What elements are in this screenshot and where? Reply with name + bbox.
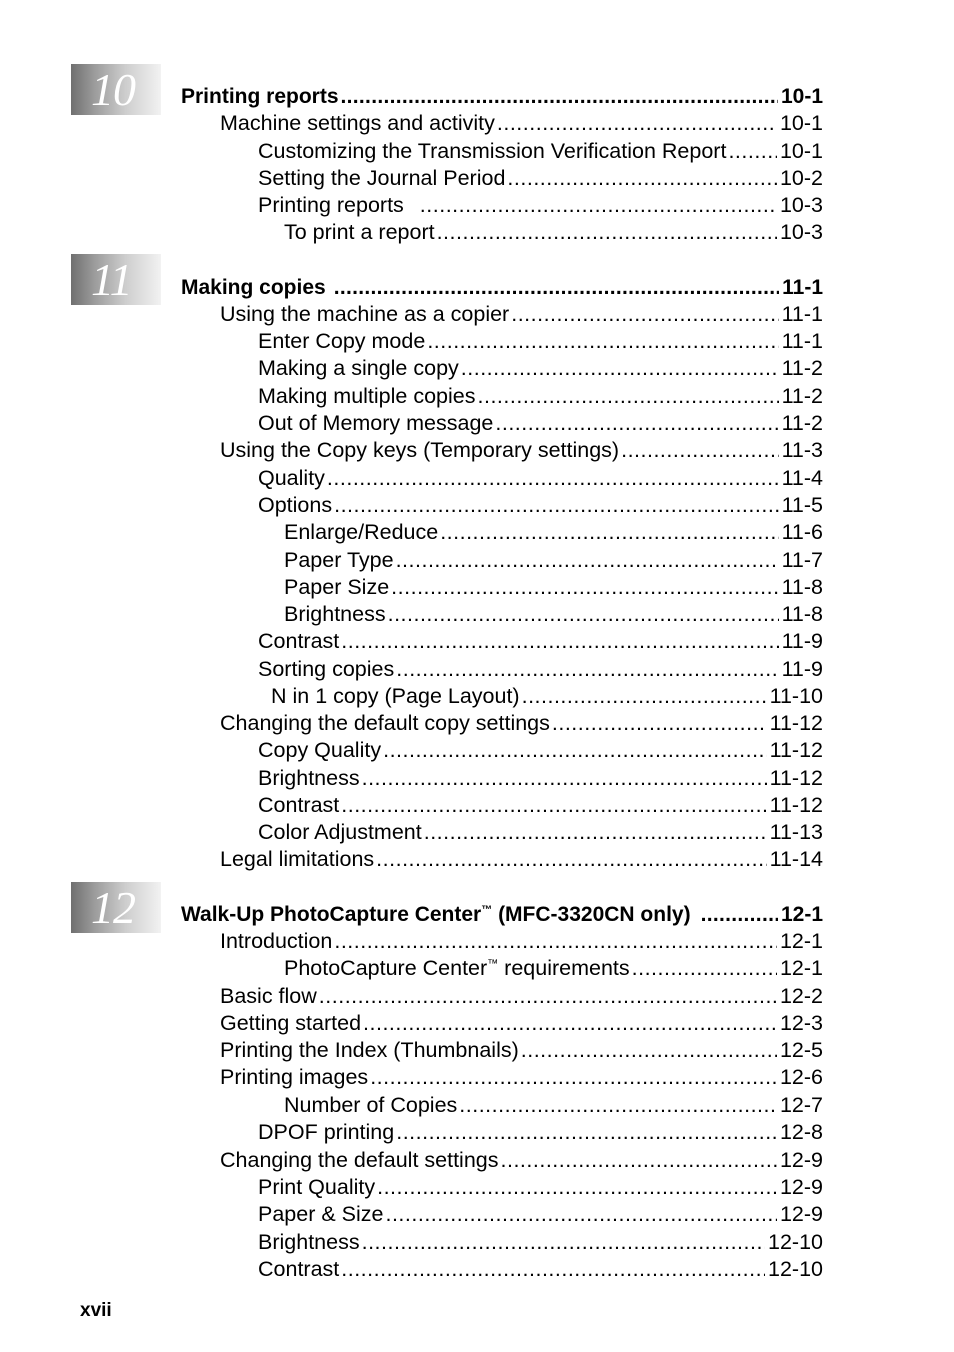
dot-leader — [377, 1174, 777, 1201]
toc-page: 11-7 — [781, 548, 823, 572]
toc-title: Copy Quality — [258, 738, 382, 762]
title-suffix: (MFC-3320CN only) — [492, 903, 691, 926]
toc-entry[interactable] — [220, 928, 823, 955]
toc-entry[interactable] — [258, 492, 823, 519]
dot-leader — [341, 792, 766, 819]
dot-leader — [437, 219, 777, 246]
chapter-tab-11 — [71, 254, 161, 305]
toc-entry[interactable] — [258, 410, 823, 437]
toc-page: 12-3 — [779, 1011, 823, 1035]
toc-entry[interactable] — [258, 328, 823, 355]
toc-title: To print a report — [284, 220, 435, 244]
dot-leader — [383, 737, 767, 764]
toc-page: 10-1 — [780, 85, 823, 108]
toc-entry[interactable] — [220, 983, 823, 1010]
dot-leader — [521, 1037, 777, 1064]
toc-page: 12-8 — [779, 1120, 823, 1144]
dot-leader — [327, 465, 779, 492]
dot-leader — [728, 138, 777, 165]
toc-page: 11-2 — [781, 384, 823, 408]
toc-page: 11-13 — [769, 820, 823, 844]
toc-title: Enlarge/Reduce — [284, 520, 439, 544]
dot-leader — [501, 1147, 777, 1174]
toc-chapter-heading[interactable] — [181, 901, 823, 928]
toc-entry[interactable] — [220, 1147, 823, 1174]
toc-page: 11-9 — [781, 657, 823, 681]
toc-entry[interactable] — [258, 355, 823, 382]
toc-entry[interactable] — [220, 710, 823, 737]
dot-leader — [495, 410, 778, 437]
toc-title: Contrast — [258, 629, 340, 653]
toc-page: 11-14 — [769, 847, 823, 871]
toc-page: 11-6 — [781, 520, 823, 544]
toc-chapter-heading[interactable] — [181, 83, 823, 110]
dot-leader — [334, 928, 777, 955]
toc-title: Number of Copies — [284, 1093, 458, 1117]
toc-entry[interactable] — [258, 819, 823, 846]
chapter-number: 12 — [91, 882, 135, 933]
dot-leader — [362, 1229, 765, 1256]
toc-chapter-heading[interactable] — [181, 274, 823, 301]
dot-leader — [341, 83, 778, 110]
dot-leader — [396, 656, 778, 683]
toc-entry[interactable] — [220, 1037, 823, 1064]
dot-leader — [388, 601, 779, 628]
toc-entry[interactable] — [258, 656, 823, 683]
toc-title: Making multiple copies — [258, 384, 476, 408]
toc-entry[interactable] — [258, 628, 823, 655]
toc-title: Print Quality — [258, 1175, 376, 1199]
toc-page: 12-1 — [779, 929, 823, 953]
toc-page: 11-8 — [781, 602, 823, 626]
toc-page: 12-1 — [779, 956, 823, 980]
toc-page: 10-2 — [779, 166, 823, 190]
toc-title: DPOF printing — [258, 1120, 395, 1144]
toc-title: Contrast — [258, 1257, 340, 1281]
toc-title: Contrast — [258, 793, 340, 817]
page-number: xvii — [80, 1300, 112, 1321]
toc-page: 12-9 — [779, 1175, 823, 1199]
toc-entry[interactable] — [220, 1010, 823, 1037]
toc-title: Using the Copy keys (Temporary settings) — [220, 438, 620, 462]
toc-entry[interactable] — [258, 1174, 823, 1201]
dot-leader — [420, 192, 777, 219]
toc-title: Using the machine as a copier — [220, 302, 510, 326]
toc-entry[interactable] — [284, 547, 823, 574]
title-text: PhotoCapture Center — [284, 956, 488, 980]
dot-leader — [396, 1119, 777, 1146]
toc-page: 10-1 — [779, 111, 823, 135]
toc-title: Printing reports — [181, 85, 339, 108]
toc-page: 12-7 — [779, 1093, 823, 1117]
chapter-number: 11 — [91, 254, 132, 305]
toc-page: 12-1 — [780, 903, 823, 926]
toc-entry[interactable] — [258, 383, 823, 410]
trademark-mark: ™ — [481, 904, 493, 916]
toc-page: 12-5 — [779, 1038, 823, 1062]
dot-leader — [391, 574, 778, 601]
toc-page: 10-1 — [779, 139, 823, 163]
toc-title — [284, 955, 630, 982]
toc-title: Color Adjustment — [258, 820, 422, 844]
toc-page: 11-1 — [781, 302, 823, 326]
toc-title: Paper Type — [284, 548, 394, 572]
dot-leader — [363, 1010, 777, 1037]
dot-leader — [396, 547, 779, 574]
toc-title: Printing images — [220, 1065, 369, 1089]
toc-title: Brightness — [284, 602, 386, 626]
toc-title: Brightness — [258, 766, 360, 790]
toc-entry[interactable] — [258, 465, 823, 492]
toc-entry[interactable] — [284, 574, 823, 601]
dot-leader — [370, 1064, 777, 1091]
toc-entry[interactable] — [284, 1092, 823, 1119]
dot-leader — [461, 355, 779, 382]
toc-title: Changing the default copy settings — [220, 711, 550, 735]
toc-title: Out of Memory message — [258, 411, 494, 435]
toc-entry[interactable] — [284, 955, 823, 982]
toc-entry[interactable] — [258, 1201, 823, 1228]
toc-title — [181, 901, 691, 928]
toc-title: Introduction — [220, 929, 333, 953]
dot-leader — [621, 437, 778, 464]
toc-title: Making a single copy — [258, 356, 459, 380]
dot-leader — [376, 846, 766, 873]
toc-page: 11-12 — [769, 711, 823, 735]
toc-page: 11-1 — [782, 276, 823, 299]
title-text: Walk-Up PhotoCapture Center — [181, 903, 482, 926]
toc-title: Customizing the Transmission Verification Report — [258, 139, 727, 163]
dot-leader — [334, 492, 778, 519]
toc-title: N in 1 copy (Page Layout) — [271, 684, 520, 708]
dot-leader — [341, 628, 778, 655]
toc-page: 11-1 — [781, 329, 823, 353]
dot-leader — [632, 955, 777, 982]
dot-leader — [334, 274, 779, 301]
toc-entry[interactable] — [258, 1119, 823, 1146]
chapter-tab-10 — [71, 64, 161, 115]
toc-title: Brightness — [258, 1230, 360, 1254]
chapter-number: 10 — [91, 64, 135, 115]
toc-page: 12-6 — [779, 1065, 823, 1089]
dot-leader — [507, 165, 777, 192]
toc-entry[interactable] — [258, 1229, 823, 1256]
toc-entry[interactable] — [220, 437, 823, 464]
dot-leader — [701, 901, 778, 928]
toc-page: 12-2 — [779, 984, 823, 1008]
toc-entry[interactable] — [271, 683, 823, 710]
toc-entry[interactable] — [258, 737, 823, 764]
toc-page: 11-9 — [781, 629, 823, 653]
dot-leader — [459, 1092, 777, 1119]
dot-leader — [497, 110, 777, 137]
toc-title: Basic flow — [220, 984, 317, 1008]
dot-leader — [319, 983, 777, 1010]
toc-page: 11-5 — [781, 493, 823, 517]
toc-page: 12-10 — [768, 1230, 823, 1254]
toc-title: Printing the Index (Thumbnails) — [220, 1038, 519, 1062]
dot-leader — [552, 710, 767, 737]
toc-title: Options — [258, 493, 333, 517]
toc-title: Quality — [258, 466, 325, 490]
toc-title: Getting started — [220, 1011, 362, 1035]
toc-entry[interactable] — [284, 601, 823, 628]
toc-page: 11-2 — [781, 411, 823, 435]
dot-leader — [362, 765, 767, 792]
toc-page: 11-12 — [769, 766, 823, 790]
toc-entry[interactable] — [258, 1256, 823, 1283]
toc-page: 11-8 — [781, 575, 823, 599]
toc-entry[interactable] — [220, 301, 823, 328]
dot-leader — [511, 301, 778, 328]
toc-title: Machine settings and activity — [220, 111, 495, 135]
toc-title: Paper Size — [284, 575, 390, 599]
toc-page: 10-3 — [779, 220, 823, 244]
toc-page: 11-10 — [769, 684, 823, 708]
title-suffix: requirements — [498, 956, 630, 980]
toc-page: 11-12 — [769, 793, 823, 817]
dot-leader — [478, 383, 779, 410]
toc-title: Changing the default settings — [220, 1148, 499, 1172]
trademark-mark: ™ — [487, 958, 499, 970]
dot-leader — [385, 1201, 776, 1228]
toc-entry[interactable] — [220, 110, 823, 137]
toc-page: 11-4 — [781, 466, 823, 490]
dot-leader — [440, 519, 778, 546]
toc-page: 11-2 — [781, 356, 823, 380]
toc-entry[interactable] — [220, 1064, 823, 1091]
toc-page: 10-3 — [779, 193, 823, 217]
toc-title: Setting the Journal Period — [258, 166, 506, 190]
toc-entry[interactable] — [220, 846, 823, 873]
toc-entry[interactable] — [258, 192, 823, 219]
toc-entry[interactable] — [258, 792, 823, 819]
dot-leader — [424, 819, 767, 846]
toc-title: Paper & Size — [258, 1202, 384, 1226]
dot-leader — [341, 1256, 765, 1283]
dot-leader — [522, 683, 767, 710]
toc-entry[interactable] — [258, 765, 823, 792]
toc-page: 11-3 — [781, 438, 823, 462]
toc-entry[interactable] — [258, 165, 823, 192]
toc-title: Making copies — [181, 276, 326, 299]
chapter-tab-12 — [71, 882, 161, 933]
toc-entry[interactable] — [258, 138, 823, 165]
toc-page: 12-9 — [779, 1202, 823, 1226]
toc-entry[interactable] — [284, 219, 823, 246]
toc-entry[interactable] — [284, 519, 823, 546]
toc-title: Printing reports — [258, 193, 404, 217]
toc-title: Enter Copy mode — [258, 329, 426, 353]
toc-page: 11-12 — [769, 738, 823, 762]
toc-page: 12-10 — [768, 1257, 823, 1281]
toc-title: Legal limitations — [220, 847, 375, 871]
toc-title: Sorting copies — [258, 657, 395, 681]
dot-leader — [427, 328, 778, 355]
toc-page: 12-9 — [779, 1148, 823, 1172]
